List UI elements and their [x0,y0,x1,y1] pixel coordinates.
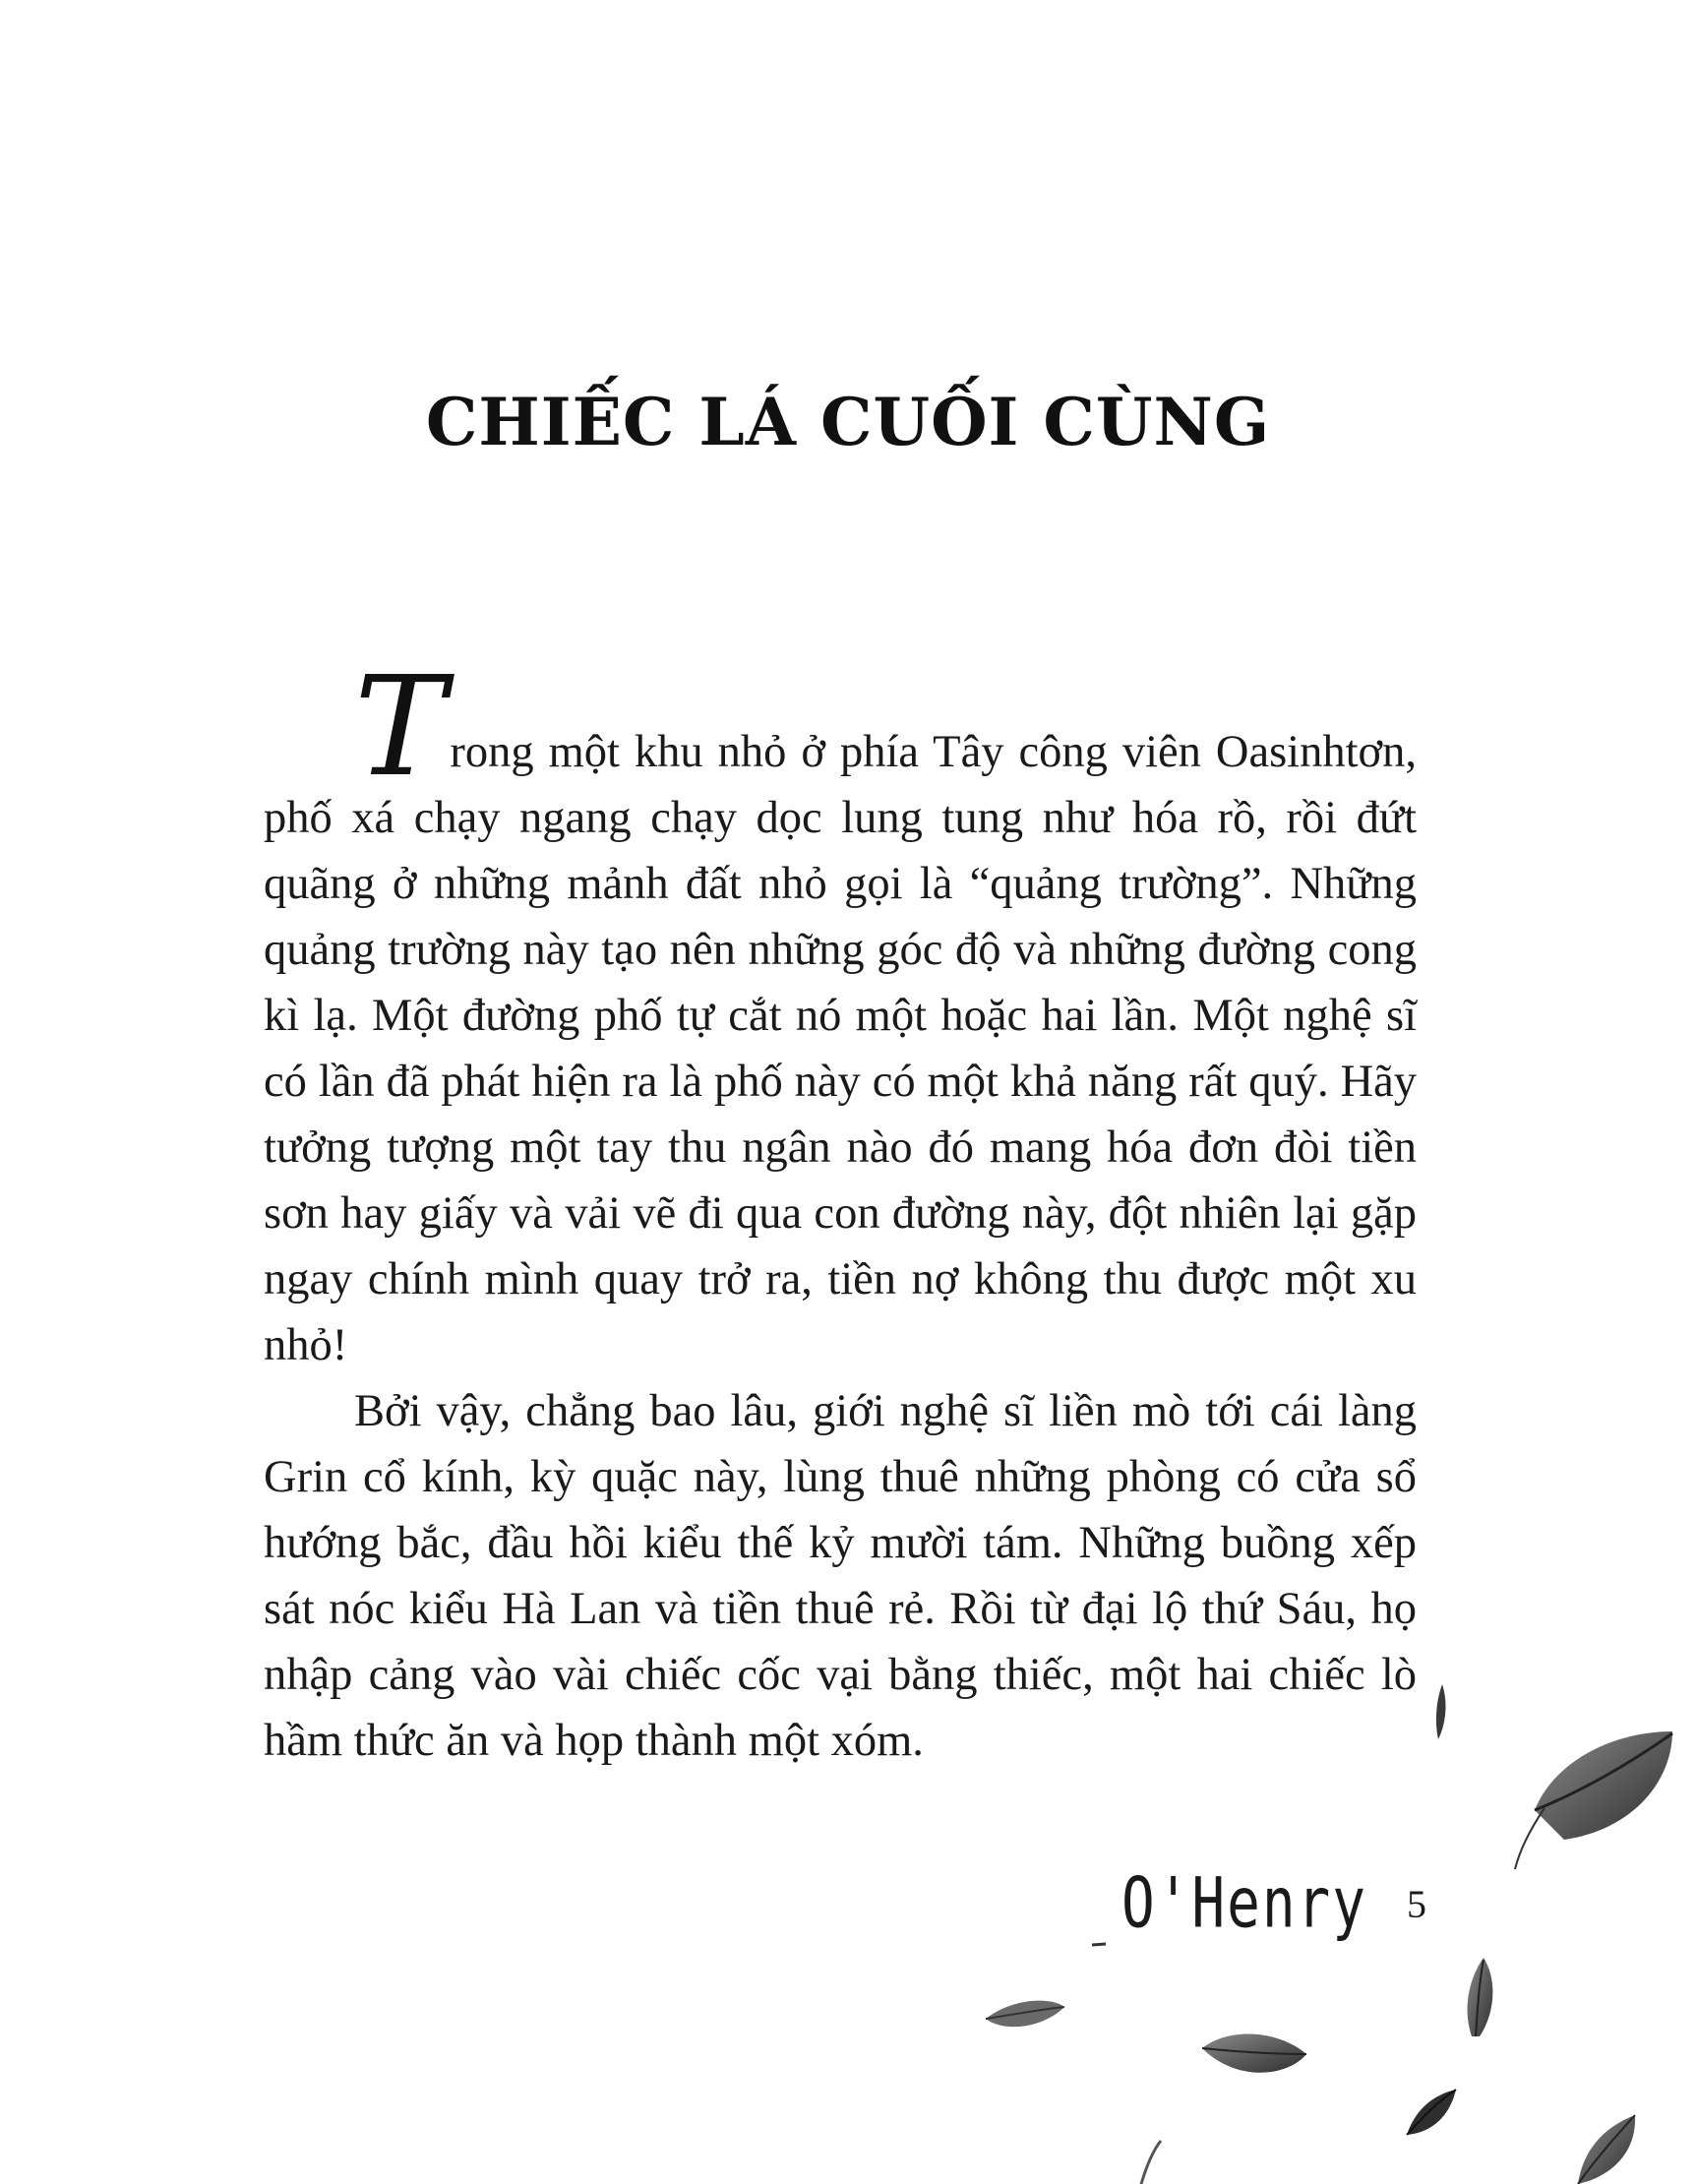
paragraph-2: Bởi vậy, chẳng bao lâu, giới nghệ sĩ liền mò tới cái làng Grin cổ kính, kỳ quặc này, lùng thuê những phòng có cửa sổ hướng bắc, đầu hồi kiểu thế kỷ mười tám. Những buồng xếp sát nóc kiểu Hà Lan và tiền thuê rẻ. Rồi từ đại lộ thứ Sáu, họ nhập cảng vào vài chiếc cốc vại bằng thiếc, một hai chiếc lò hầm thức ăn và họp thành một xóm. [264,1386,1417,1766]
leaf-icon [1436,1684,1446,1739]
page-number: 5 [1407,1881,1426,1926]
leaf-icon [1578,2115,1635,2184]
paragraph-1 [264,647,1417,1378]
leaf-icon [1141,2141,1161,2184]
leaf-icon [1515,1731,1672,1869]
paragraph-1-text: rong một khu nhỏ ở phía Tây công viên Oasinhtơn, phố xá chạy ngang chạy dọc lung tung như hóa rồ, rồi đứt quãng ở những mảnh đất nhỏ gọi là “quảng trường”. Những quảng trường này tạo nên những góc độ và những đường cong kì lạ. Một đường phố tự cắt nó một hoặc hai lần. Một nghệ sĩ có lần đã phát hiện ra là phố này có một khả năng rất quý. Hãy tưởng tượng một tay thu ngân nào đó mang hóa đơn đòi tiền sơn hay giấy và vải vẽ đi qua con đường này, đột nhiên lại gặp ngay chính mình quay trở ra, tiền nợ không thu được một xu nhỏ! [264,727,1417,1370]
leaf-icon [1468,1958,1493,2036]
body-text [264,647,1417,1774]
page-footer [1121,1863,1426,1944]
author-logo: O'Henry [1121,1863,1367,1944]
drop-cap: T [354,647,447,808]
leaf-icon [1092,1944,1106,1945]
leaf-icon [1202,2034,1306,2073]
page-title: CHIẾC LÁ CUỐI CÙNG [425,384,1271,460]
leaf-icon [1407,2090,1456,2135]
leaf-icon [986,2001,1064,2028]
